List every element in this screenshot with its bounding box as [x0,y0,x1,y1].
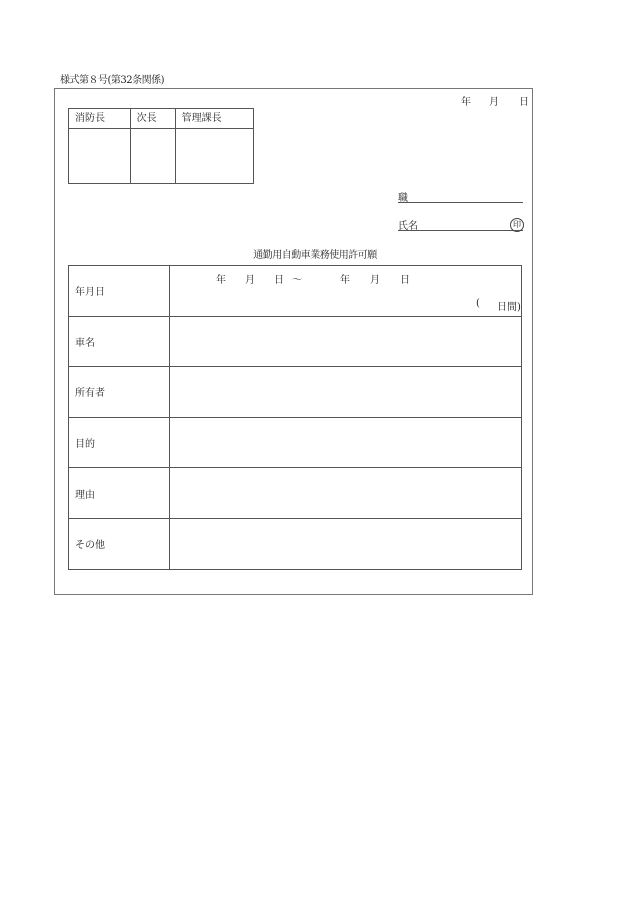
approval-stamp-manager[interactable] [175,129,253,184]
approval-stamp-chief[interactable] [69,129,131,184]
approval-header-chief: 消防長 [69,109,131,129]
header-month: 月 [489,97,499,108]
seal-icon: 印 [510,218,524,232]
table-row [69,316,522,367]
position-field[interactable] [398,189,523,203]
row-label-date: 年月日 [69,266,170,317]
approval-stamp-deputy[interactable] [130,129,175,184]
table-row [69,266,522,317]
row-label-reason: 理由 [69,468,170,519]
name-label: 氏名 [398,221,418,232]
owner-field[interactable] [170,367,522,418]
position-label: 職 [398,193,408,204]
application-table [68,265,522,570]
table-row [69,417,522,468]
tilde: ～ [292,275,302,287]
reason-field[interactable] [170,468,522,519]
row-label-car-name: 車名 [69,316,170,367]
purpose-field[interactable] [170,417,522,468]
car-name-field[interactable] [170,316,522,367]
table-row [69,468,522,519]
table-row [69,518,522,569]
approval-header-deputy: 次長 [130,109,175,129]
approval-table [68,108,254,184]
other-field[interactable] [170,518,522,569]
period-field[interactable] [170,266,522,317]
to-month: 月 [370,275,380,287]
header-day: 日 [519,97,529,108]
approval-header-manager: 管理課長 [175,109,253,129]
to-year: 年 [340,275,350,287]
form-id: 様式第８号(第32条関係) [60,75,165,86]
days-open: ( [476,298,480,310]
from-month: 月 [245,275,255,287]
row-label-purpose: 目的 [69,417,170,468]
page-title: 通勤用自動車業務使用許可願 [253,250,377,261]
table-row [69,367,522,418]
from-day: 日 [274,275,284,287]
to-day: 日 [400,275,410,287]
from-year: 年 [216,275,226,287]
days-label: 日間) [497,302,521,314]
row-label-other: その他 [69,518,170,569]
row-label-owner: 所有者 [69,367,170,418]
header-year: 年 [461,97,471,108]
name-field[interactable] [398,217,523,231]
